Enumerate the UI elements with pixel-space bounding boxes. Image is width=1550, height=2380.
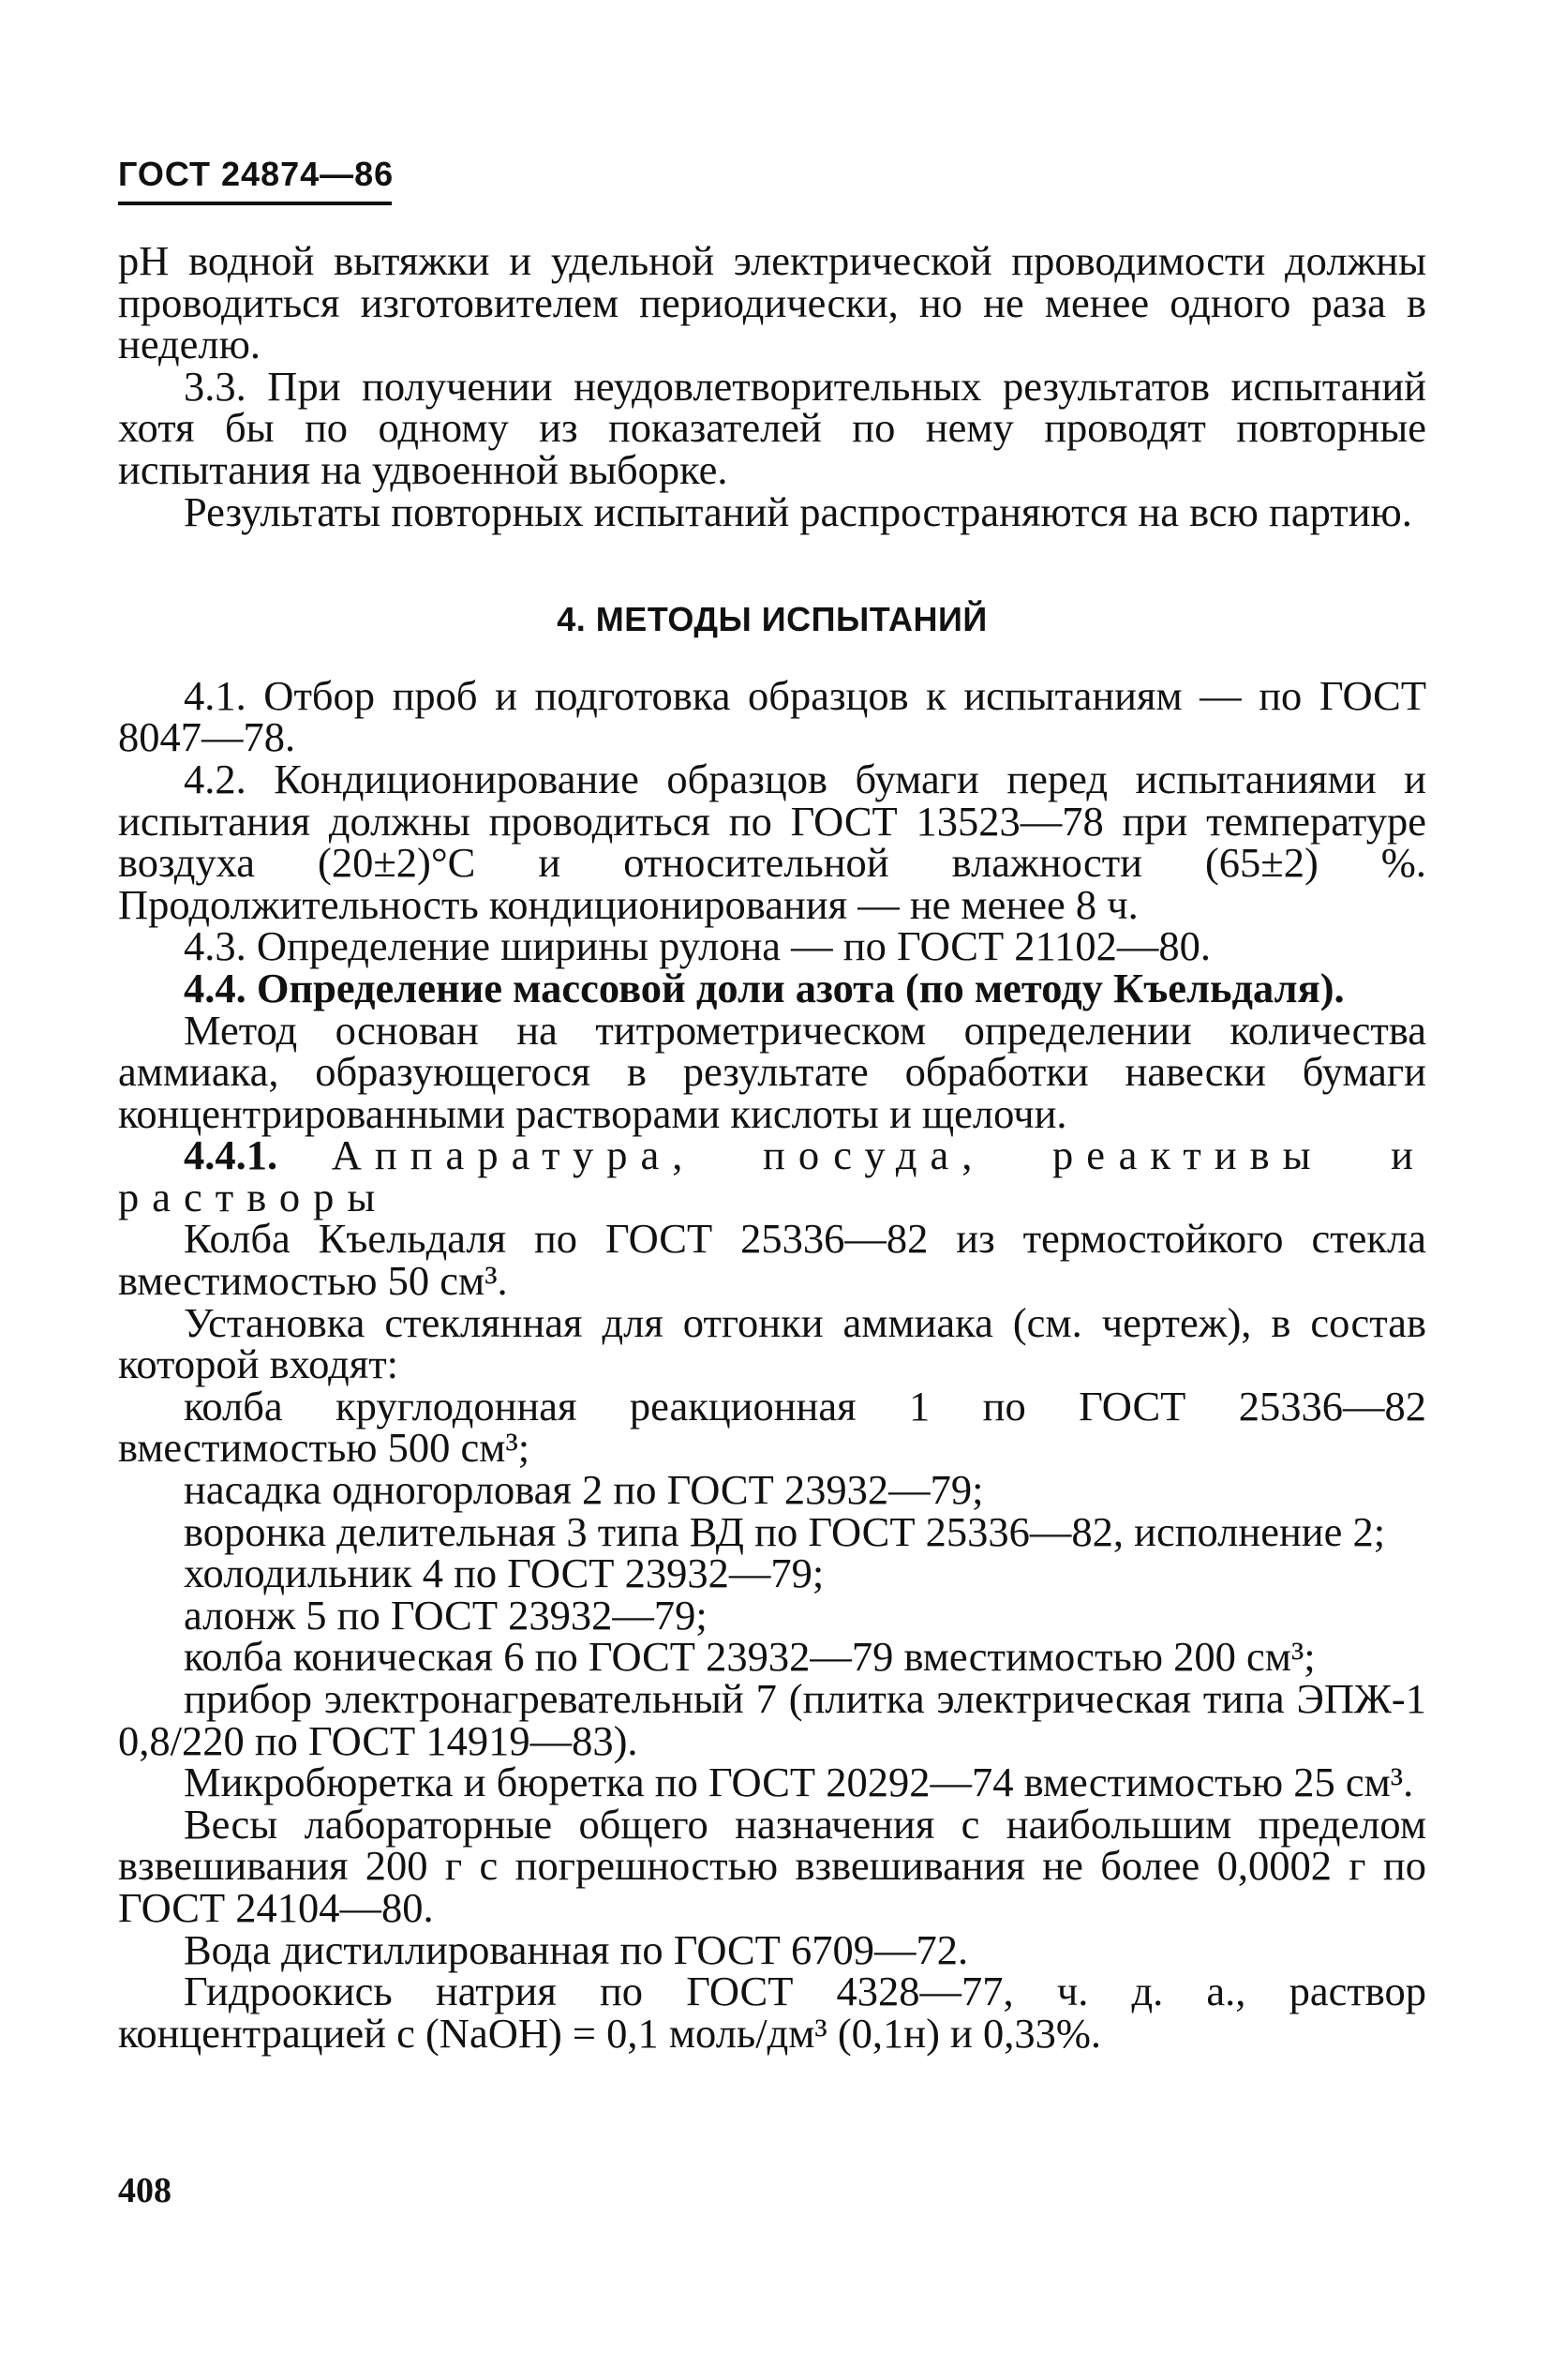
section-title: 4. МЕТОДЫ ИСПЫТАНИЙ bbox=[557, 600, 988, 639]
clause-4-3: 4.3. Определение ширины рулона — по ГОСТ 21102—80. bbox=[184, 922, 1212, 970]
naoh-line: Гидроокись натрия по ГОСТ 4328—77, ч. д. а., раствор концентрацией с (NaOH) = 0,1 моль/дм³ (0,1н) и 0,33%. bbox=[118, 1968, 1426, 2057]
apparatus-item-5: алонж 5 по ГОСТ 23932—79; bbox=[184, 1591, 708, 1639]
clause-4-4-1-number: 4.4.1. bbox=[184, 1131, 278, 1179]
scales-line: Весы лабораторные общего назначения с наибольшим пределом взвешивания 200 г с погрешностью взвешивания не более 0,0002 г по ГОСТ 24104—80. bbox=[118, 1800, 1426, 1931]
paragraph-3-3: 3.3. При получении неудовлетворительных результатов испытаний хотя бы по одному из показателей по нему проводят повторные испытания на удвоенной выборке. bbox=[118, 362, 1426, 493]
kjeldahl-flask-line: Колба Къельдаля по ГОСТ 25336—82 из термостойкого стекла вместимостью 50 см³. bbox=[118, 1215, 1426, 1305]
burette-line: Микробюретка и бюретка по ГОСТ 20292—74 вместимостью 25 см³. bbox=[184, 1759, 1414, 1806]
paragraph-ph-frequency: рН водной вытяжки и удельной электрической проводимости должны проводиться изготовителем периодически, но не менее одного раза в неделю. bbox=[118, 237, 1426, 368]
paragraph-retest-results: Результаты повторных испытаний распространяются на всю партию. bbox=[184, 487, 1412, 535]
apparatus-item-2: насадка одногорловая 2 по ГОСТ 23932—79; bbox=[184, 1466, 984, 1514]
apparatus-item-1: колба круглодонная реакционная 1 по ГОСТ 25336—82 вместимостью 500 см³; bbox=[118, 1382, 1426, 1472]
header-rule bbox=[118, 202, 392, 205]
clause-4-1: 4.1. Отбор проб и подготовка образцов к испытаниям — по ГОСТ 8047—78. bbox=[118, 671, 1426, 761]
clause-4-4-text: Метод основан на титрометрическом определении количества аммиака, образующегося в результате обработки навески бумаги концентрированными растворами кислоты и щелочи. bbox=[118, 1006, 1426, 1137]
apparatus-item-6: колба коническая 6 по ГОСТ 23932—79 вместимостью 200 см³; bbox=[184, 1633, 1316, 1681]
apparatus-item-3: воронка делительная 3 типа ВД по ГОСТ 25336—82, исполнение 2; bbox=[184, 1507, 1386, 1555]
clause-4-4-title: 4.4. Определение массовой доли азота (по методу Къельдаля). bbox=[184, 964, 1345, 1011]
page-body bbox=[118, 237, 1426, 2057]
document-header: ГОСТ 24874—86 bbox=[118, 155, 395, 193]
clause-4-4-1 bbox=[118, 1131, 1426, 1220]
clause-4-4-1-title: Аппаратура, посуда, реактивы и растворы bbox=[118, 1131, 1426, 1220]
clause-4-2: 4.2. Кондиционирование образцов бумаги перед испытаниями и испытания должны проводиться по ГОСТ 13523—78 при температуре воздуха (20±2)°С и относительной влажности (65±2) %. Продолжительность кондиционирования — не менее 8 ч. bbox=[118, 755, 1426, 928]
page-number: 408 bbox=[118, 2171, 171, 2210]
apparatus-intro: Установка стеклянная для отгонки аммиака (см. чертеж), в состав которой входят: bbox=[118, 1298, 1426, 1388]
apparatus-item-7: прибор электронагревательный 7 (плитка электрическая типа ЭПЖ-1 0,8/220 по ГОСТ 14919—83). bbox=[118, 1675, 1426, 1764]
apparatus-item-4: холодильник 4 по ГОСТ 23932—79; bbox=[184, 1549, 825, 1597]
water-line: Вода дистиллированная по ГОСТ 6709—72. bbox=[184, 1925, 969, 1973]
